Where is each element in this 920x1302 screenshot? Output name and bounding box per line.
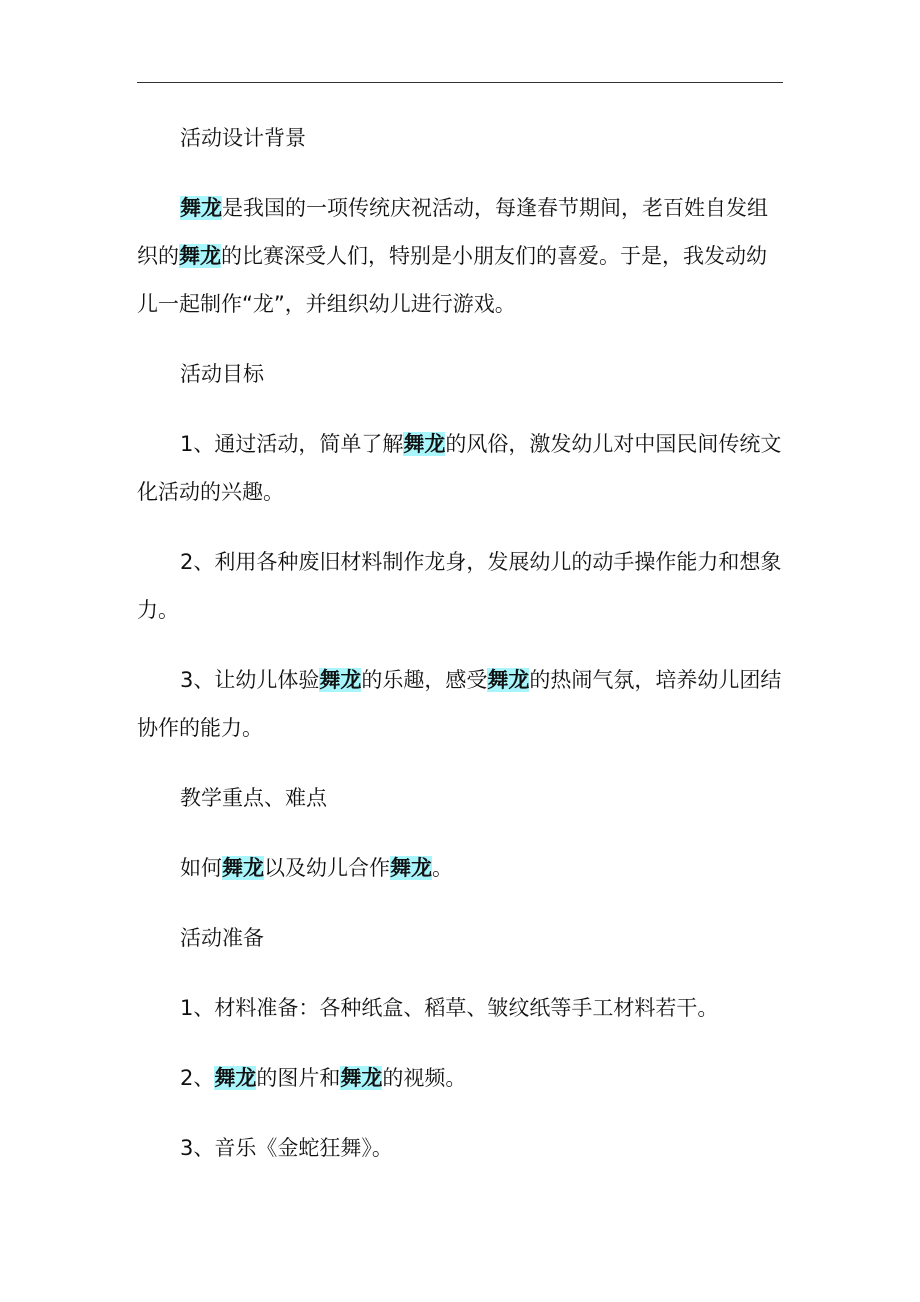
heading-preparation: [137, 914, 783, 962]
text-run: 活动目标: [180, 362, 264, 386]
heading-background: [137, 114, 783, 162]
text-run: 以及幼儿合作: [264, 856, 390, 880]
heading-key-points: [137, 774, 783, 822]
text-run: 是我国的一项传统庆祝活动，每逢春节期间，老百姓自发组织的: [137, 196, 768, 268]
text-run: 2、: [180, 1066, 215, 1090]
text-run: 3、音乐《金蛇狂舞》。: [180, 1136, 393, 1160]
text-run: 1、通过活动，简单了解: [180, 432, 404, 456]
highlighted-term: 舞龙: [179, 244, 221, 268]
goal-1: [137, 420, 783, 516]
goal-2: [137, 538, 783, 634]
text-run: 的风俗，激发幼儿对中国民间传统文化活动的兴趣。: [137, 432, 782, 504]
text-run: 的视频。: [382, 1066, 467, 1090]
prep-2: [137, 1054, 783, 1102]
text-run: 如何: [180, 856, 222, 880]
text-run: 活动准备: [180, 926, 264, 950]
text-run: 1、材料准备：各种纸盒、稻草、皱纹纸等手工材料若干。: [180, 996, 719, 1020]
text-run: 2、利用各种废旧材料制作龙身，发展幼儿的动手操作能力和想象力。: [137, 550, 782, 622]
highlighted-term: 舞龙: [180, 196, 222, 220]
prep-1: [137, 984, 783, 1032]
highlighted-term: 舞龙: [214, 1066, 257, 1090]
highlighted-term: 舞龙: [340, 1066, 383, 1090]
prep-3: [137, 1124, 783, 1172]
highlighted-term: 舞龙: [487, 668, 530, 692]
text-run: 的图片和: [256, 1066, 341, 1090]
text-run: 教学重点、难点: [180, 786, 327, 810]
para-background: [137, 184, 783, 328]
highlighted-term: 舞龙: [222, 856, 264, 880]
text-run: 的热闹气氛，培养幼儿团结协作的能力。: [137, 668, 782, 740]
text-run: 3、让幼儿体验: [180, 668, 320, 692]
highlighted-term: 舞龙: [403, 432, 446, 456]
text-run: 的乐趣，感受: [361, 668, 488, 692]
text-run: 的比赛深受人们，特别是小朋友们的喜爱。于是，我发动幼儿一起制作“龙”，并组织幼儿进行游戏。: [137, 244, 767, 316]
heading-goals: [137, 350, 783, 398]
text-run: 。: [432, 856, 453, 880]
para-key-points: [137, 844, 783, 892]
goal-3: [137, 656, 783, 752]
header-rule: [137, 82, 783, 83]
text-run: 活动设计背景: [180, 126, 306, 150]
highlighted-term: 舞龙: [319, 668, 362, 692]
highlighted-term: 舞龙: [390, 856, 432, 880]
